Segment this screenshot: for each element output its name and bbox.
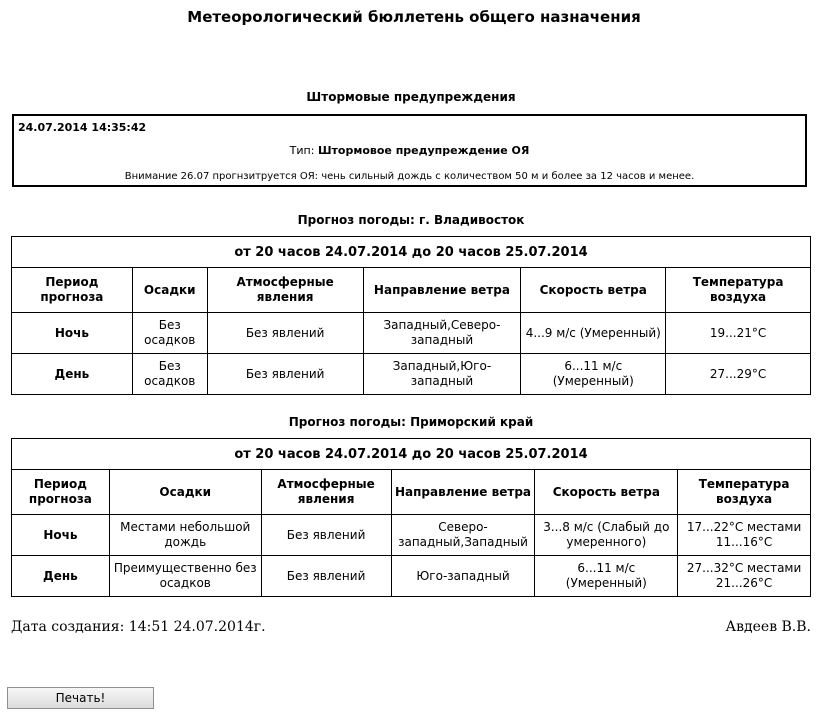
table-row bbox=[12, 354, 811, 395]
forecast-primorsky-table bbox=[11, 438, 811, 597]
header-wind-speed: Скорость ветра bbox=[535, 470, 678, 515]
header-period: Период прогноза bbox=[12, 268, 133, 313]
header-wind-direction: Направление ветра bbox=[391, 470, 535, 515]
row-wind-direction: Юго-западный bbox=[391, 556, 535, 597]
author-name: Авдеев В.В. bbox=[725, 619, 811, 635]
storm-type-value: Штормовое предупреждение ОЯ bbox=[317, 144, 530, 157]
row-phenomena: Без явлений bbox=[261, 515, 391, 556]
storm-warning-box bbox=[12, 114, 807, 187]
row-period: День bbox=[12, 556, 110, 597]
row-wind-direction: Западный,Юго-западный bbox=[363, 354, 521, 395]
header-temperature: Температура воздуха bbox=[666, 268, 811, 313]
row-precip: Без осадков bbox=[132, 313, 207, 354]
row-period: Ночь bbox=[12, 515, 110, 556]
header-temperature: Температура воздуха bbox=[678, 470, 811, 515]
storm-text: Внимание 26.07 прогнзитруется ОЯ: чень сильный дождь с количеством 50 м и более за 12 часов и менее. bbox=[124, 171, 695, 182]
forecast-vladivostok-title: Прогноз погоды: г. Владивосток bbox=[297, 213, 525, 227]
storm-type bbox=[14, 144, 805, 157]
storm-datetime: 24.07.2014 14:35:42 bbox=[18, 121, 147, 134]
row-phenomena: Без явлений bbox=[261, 556, 391, 597]
print-button[interactable]: Печать! bbox=[7, 687, 154, 709]
header-precip: Осадки bbox=[132, 268, 207, 313]
table-row bbox=[12, 515, 811, 556]
row-precip: Преимущественно без осадков bbox=[109, 556, 261, 597]
row-wind-speed: 6...11 м/с (Умеренный) bbox=[535, 556, 678, 597]
header-period: Период прогноза bbox=[12, 470, 110, 515]
row-wind-speed: 3...8 м/с (Слабый до умеренного) bbox=[535, 515, 678, 556]
header-phenomena: Атмосферные явления bbox=[207, 268, 363, 313]
table-row bbox=[12, 313, 811, 354]
row-phenomena: Без явлений bbox=[207, 354, 363, 395]
header-wind-speed: Скорость ветра bbox=[521, 268, 666, 313]
storm-section-title: Штормовые предупреждения bbox=[306, 90, 516, 104]
forecast-primorsky-title: Прогноз погоды: Приморский край bbox=[288, 415, 534, 429]
table-row bbox=[12, 556, 811, 597]
creation-date: Дата создания: 14:51 24.07.2014г. bbox=[11, 619, 266, 635]
row-temperature: 27...29°C bbox=[666, 354, 811, 395]
row-wind-direction: Западный,Северо-западный bbox=[363, 313, 521, 354]
header-wind-direction: Направление ветра bbox=[363, 268, 521, 313]
row-wind-speed: 4...9 м/с (Умеренный) bbox=[521, 313, 666, 354]
row-wind-direction: Северо-западный,Западный bbox=[391, 515, 535, 556]
row-period: Ночь bbox=[12, 313, 133, 354]
row-phenomena: Без явлений bbox=[207, 313, 363, 354]
header-precip: Осадки bbox=[109, 470, 261, 515]
row-period: День bbox=[12, 354, 133, 395]
row-temperature: 17...22°C местами 11...16°C bbox=[678, 515, 811, 556]
header-phenomena: Атмосферные явления bbox=[261, 470, 391, 515]
row-wind-speed: 6...11 м/с (Умеренный) bbox=[521, 354, 666, 395]
row-precip: Местами небольшой дождь bbox=[109, 515, 261, 556]
forecast-period: от 20 часов 24.07.2014 до 20 часов 25.07.2014 bbox=[12, 237, 811, 268]
page-title: Метеорологический бюллетень общего назначения bbox=[187, 8, 641, 26]
storm-type-label: Тип: bbox=[289, 144, 318, 157]
row-temperature: 27...32°C местами 21...26°C bbox=[678, 556, 811, 597]
forecast-period: от 20 часов 24.07.2014 до 20 часов 25.07.2014 bbox=[12, 439, 811, 470]
forecast-vladivostok-table bbox=[11, 236, 811, 395]
row-precip: Без осадков bbox=[132, 354, 207, 395]
row-temperature: 19...21°C bbox=[666, 313, 811, 354]
